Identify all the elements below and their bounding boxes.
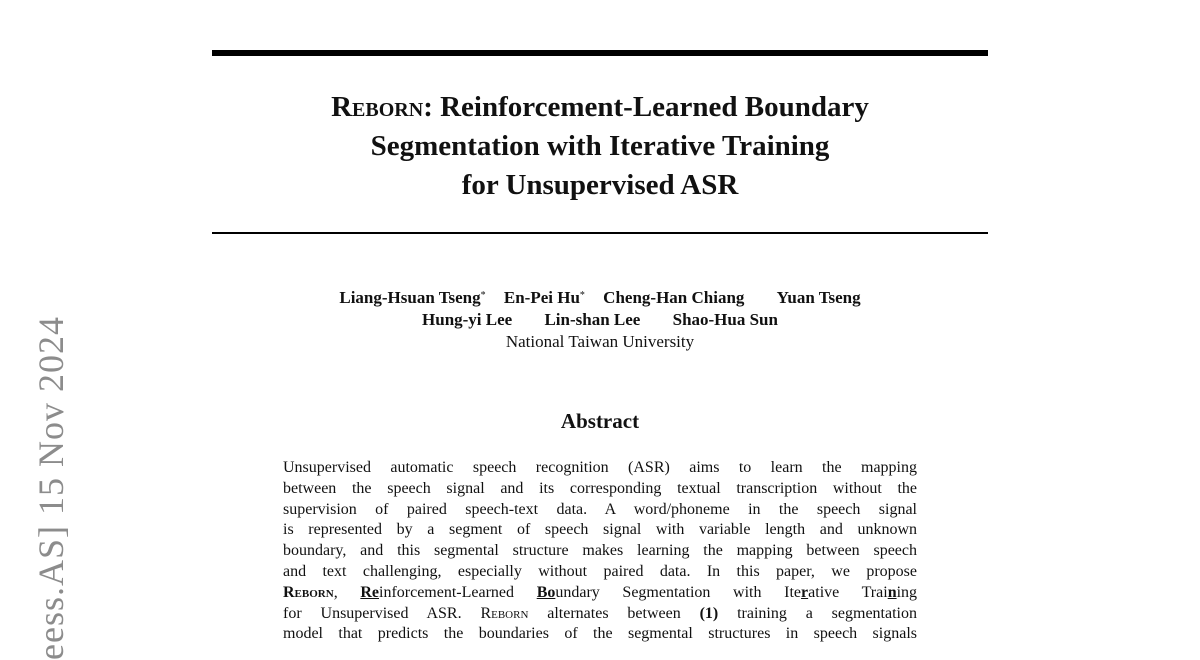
title-line-3: for Unsupervised ASR bbox=[461, 169, 739, 201]
abstract-line: between the speech signal and its corresponding textual transcription without the bbox=[283, 479, 917, 497]
equal-contribution-mark: * bbox=[480, 290, 486, 301]
title-line-1-rest: : Reinforcement-Learned Boundary bbox=[423, 91, 869, 123]
arxiv-stamp-text: eess.AS] 15 Nov 2024 bbox=[31, 316, 71, 660]
abstract-text: training a segmentation bbox=[718, 604, 917, 622]
title-line-2: Segmentation with Iterative Training bbox=[370, 130, 830, 162]
paper-title bbox=[212, 88, 988, 205]
acronym-letter: n bbox=[887, 583, 897, 601]
title-method-name: Reborn bbox=[331, 91, 424, 123]
abstract-line: is represented by a segment of speech signal with variable length and unknown bbox=[283, 521, 917, 539]
abstract-line bbox=[283, 583, 917, 604]
abstract-text: inforcement-Learned bbox=[379, 583, 537, 601]
abstract-line bbox=[283, 604, 917, 625]
author-name: Hung-yi Lee bbox=[422, 310, 513, 329]
abstract-text: undary Segmentation with Ite bbox=[555, 583, 802, 601]
affiliation: National Taiwan University bbox=[505, 332, 695, 351]
author-line-2 bbox=[212, 309, 988, 331]
acronym-letter: r bbox=[801, 583, 809, 601]
author-name: Cheng-Han Chiang bbox=[603, 288, 745, 307]
method-name: Reborn bbox=[283, 583, 334, 601]
abstract-line: model that predicts the boundaries of the segmental structures in speech signals bbox=[283, 625, 917, 643]
abstract-text: alternates between bbox=[528, 604, 700, 622]
abstract-line: boundary, and this segmental structure makes learning the mapping between speech bbox=[283, 542, 917, 560]
author-name: Yuan Tseng bbox=[776, 288, 861, 307]
title-top-rule bbox=[212, 50, 988, 56]
author-name: Shao-Hua Sun bbox=[672, 310, 778, 329]
abstract-heading: Abstract bbox=[560, 409, 640, 433]
abstract-line: supervision of paired speech-text data. A word/phoneme in the speech signal bbox=[283, 500, 917, 518]
abstract-text: ative Trai bbox=[808, 583, 888, 601]
author-line-1 bbox=[212, 287, 988, 309]
abstract-text: ing bbox=[896, 583, 918, 601]
step-number: (1) bbox=[699, 604, 719, 622]
author-name: En-Pei Hu bbox=[503, 288, 580, 307]
equal-contribution-mark: * bbox=[579, 290, 585, 301]
author-block bbox=[212, 287, 988, 353]
title-bottom-rule bbox=[212, 232, 988, 234]
abstract-line: Unsupervised automatic speech recognition (ASR) aims to learn the mapping bbox=[283, 459, 917, 476]
acronym-letter: Re bbox=[360, 583, 379, 601]
abstract-line: and text challenging, especially without paired data. In this paper, we propose bbox=[283, 562, 917, 580]
title-line-1 bbox=[212, 88, 988, 127]
abstract-text: , bbox=[333, 583, 361, 601]
abstract-body bbox=[283, 458, 917, 645]
author-name: Lin-shan Lee bbox=[544, 310, 641, 329]
author-name: Liang-Hsuan Tseng bbox=[339, 288, 481, 307]
abstract-text: for Unsupervised ASR. bbox=[283, 604, 481, 622]
acronym-letter: Bo bbox=[536, 583, 556, 601]
method-name: Reborn bbox=[480, 604, 529, 622]
